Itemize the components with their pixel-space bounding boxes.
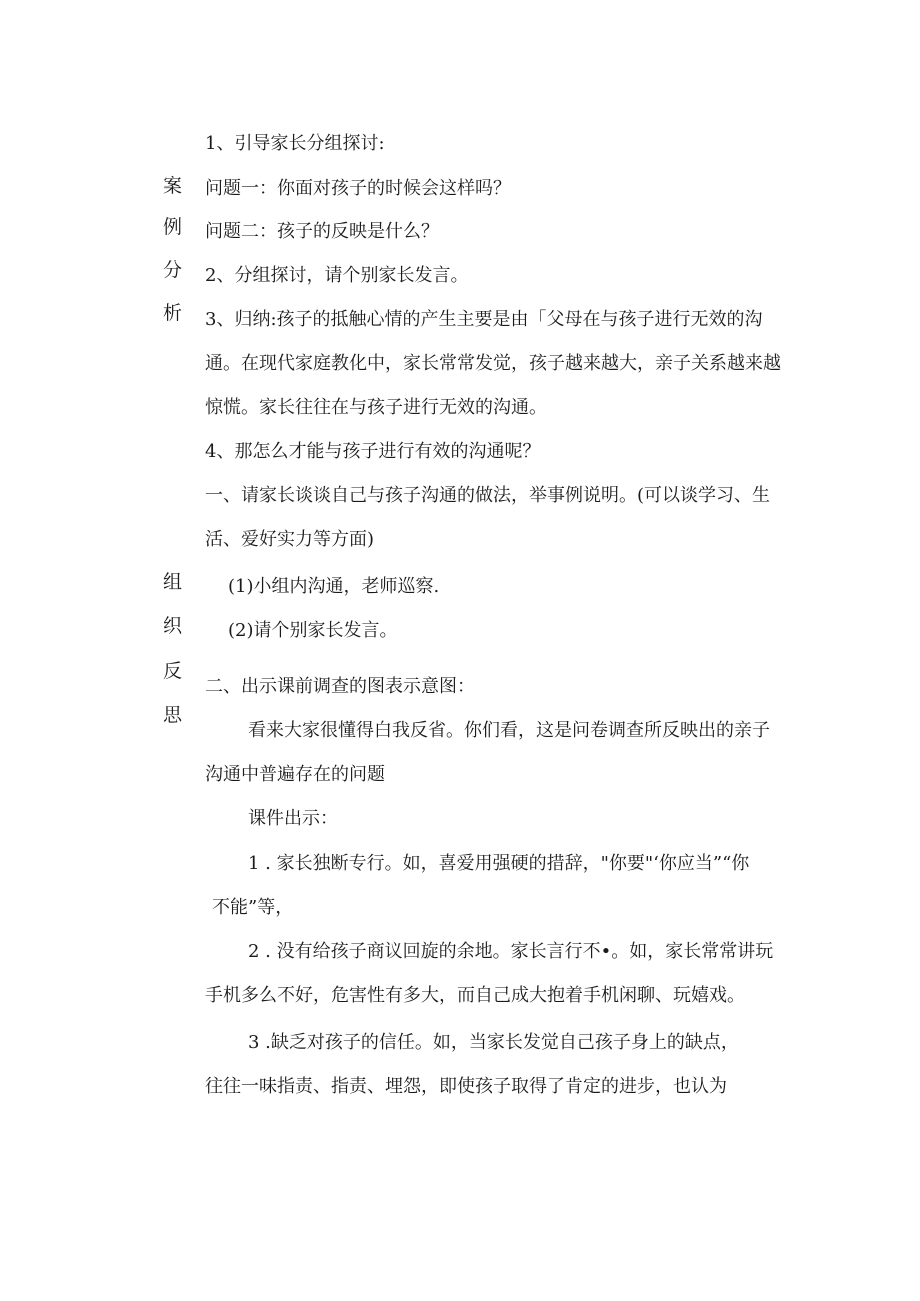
- text-line: 问题二：孩子的反映是什么？: [205, 221, 439, 242]
- side-label-char: 例: [163, 216, 183, 238]
- text-line: 1 . 家长独断专行。如，喜爱用强硬的措辞，"你要"‘你应当”“你: [248, 853, 750, 874]
- text-line: 手机多么不好，危害性有多大，而自己成大抱着手机闲聊、玩嬉戏。: [205, 985, 745, 1006]
- text-line: 问题一：你面对孩子的时候会这样吗？: [205, 178, 511, 199]
- text-line: 活、爱好实力等方面): [205, 529, 375, 550]
- text-line: 不能”等，: [212, 897, 294, 918]
- side-label-char: 思: [163, 704, 183, 726]
- side-label-char: 分: [163, 259, 183, 281]
- side-label-char: 析: [163, 302, 183, 324]
- side-label-char: 案: [163, 175, 183, 197]
- text-line: 2 . 没有给孩子商议回旋的余地。家长言行不•。如，家长常常讲玩: [248, 941, 774, 962]
- text-line: 沟通中普遍存在的问题: [205, 764, 385, 785]
- text-line: 2、分组探讨，请个别家长发言。: [205, 265, 469, 286]
- text-line: 通。在现代家庭教化中，家长常常发觉，孩子越来越大，亲子关系越来越: [205, 353, 781, 374]
- side-label-char: 组: [163, 571, 183, 593]
- text-line: 一、请家长谈谈自己与孩子沟通的做法，举事例说明。(可以谈学习、生: [205, 485, 771, 506]
- text-line: 看来大家很懂得白我反省。你们看，这是问卷调查所反映出的亲子: [248, 720, 770, 741]
- text-line: 3 .缺乏对孩子的信任。如，当家长发觉自己孩子身上的缺点，: [248, 1032, 739, 1053]
- text-line: 往往一味指责、指责、埋怨，即使孩子取得了肯定的进步，也认为: [205, 1076, 727, 1097]
- text-line: 二、出示课前调查的图表示意图：: [205, 676, 475, 697]
- side-label-char: 反: [163, 660, 183, 682]
- text-line: 惊慌。家长往往在与孩子进行无效的沟通。: [205, 397, 547, 418]
- text-line: 课件出示：: [248, 808, 338, 829]
- text-line: 4、那怎么才能与孩子进行有效的沟通呢？: [205, 441, 541, 462]
- side-label-char: 织: [163, 615, 183, 637]
- text-line: 3、归纳:孩子的抵触心情的产生主要是由「父母在与孩子进行无效的沟: [205, 309, 763, 330]
- text-line: 1、引导家长分组探讨:: [205, 133, 385, 154]
- text-line: (2)请个别家长发言。: [228, 620, 398, 641]
- text-line: (1)小组内沟通，老师巡察.: [228, 576, 440, 597]
